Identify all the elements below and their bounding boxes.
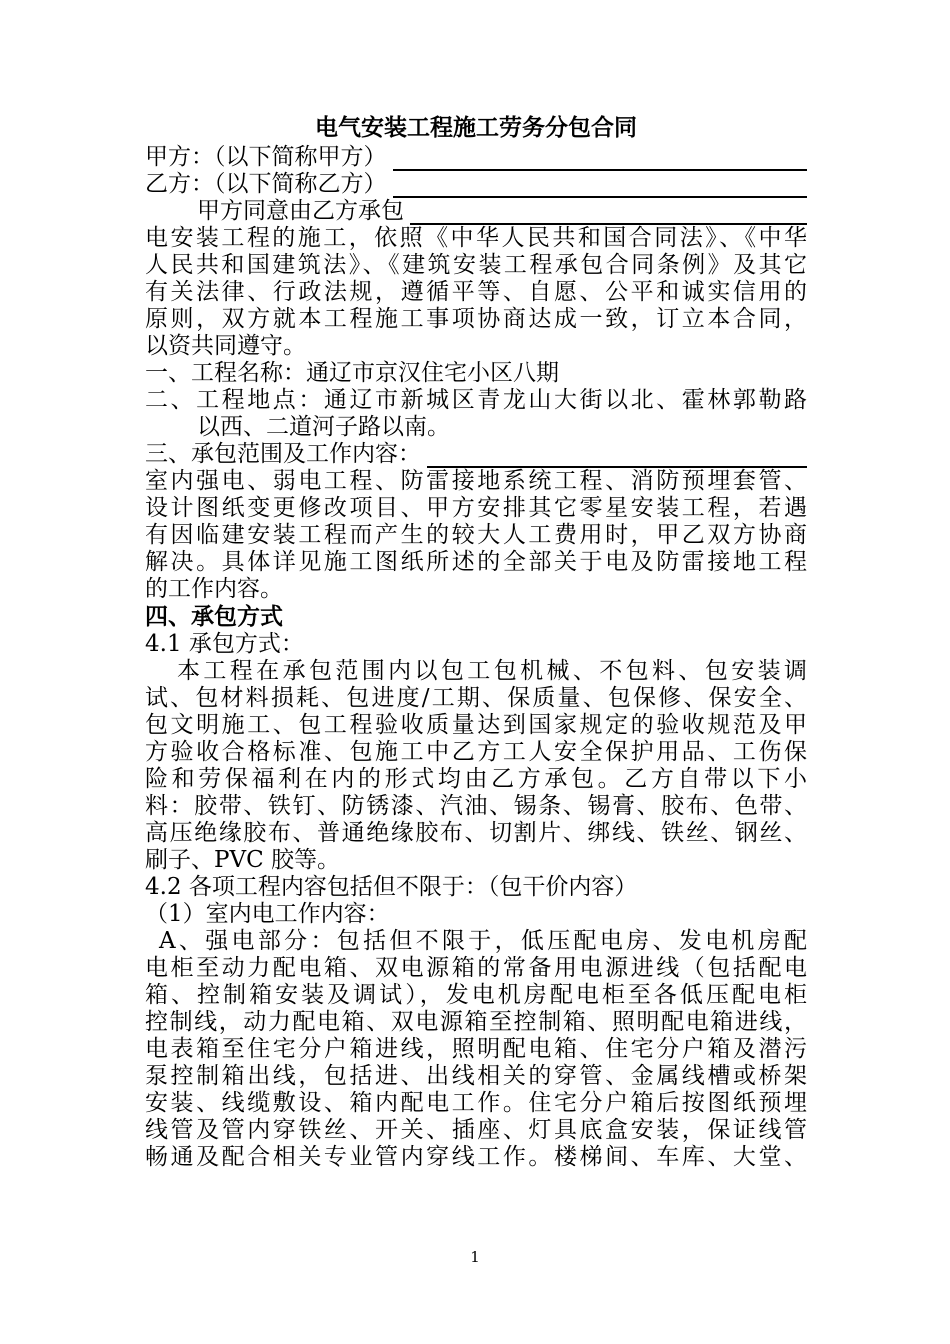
scope-row xyxy=(145,441,807,468)
scope-line: 的工作内容。 xyxy=(145,576,283,602)
intro-line: 电安装工程的施工，依照《中华人民共和国合同法》、《中华 xyxy=(145,225,807,251)
scope-line: 室内强电、弱电工程、防雷接地系统工程、消防预埋套管、 xyxy=(145,468,807,494)
strong-current-line: 安装、线缆敷设、箱内配电工作。住宅分户箱后按图纸预埋 xyxy=(145,1090,807,1116)
strong-current-line: 箱、控制箱安装及调试），发电机房配电柜至各低压配电柜 xyxy=(145,982,807,1008)
strong-current-line: 电表箱至住宅分户箱进线，照明配电箱、住宅分户箱及潜污 xyxy=(145,1036,807,1062)
document-title: 电气安装工程施工劳务分包合同 xyxy=(315,114,637,141)
intro-paragraph xyxy=(145,225,807,360)
subsection-4-2: 4.2 各项工程内容包括但不限于：（包干价内容） xyxy=(145,874,638,900)
agree-label: 甲方同意由乙方承包 xyxy=(197,198,404,224)
page-number: 1 xyxy=(470,1248,480,1266)
mode-line: 险和劳保福利在内的形式均由乙方承包。乙方自带以下小 xyxy=(145,766,807,792)
strong-current-line: 畅通及配合相关专业管内穿线工作。楼梯间、车库、大堂、 xyxy=(145,1144,807,1170)
strong-current-line: 控制线，动力配电箱、双电源箱至控制箱、照明配电箱进线， xyxy=(145,1009,807,1035)
location-line: 以西、二道河子路以南。 xyxy=(197,414,450,440)
item-project-location xyxy=(145,387,807,441)
mode-line: 料：胶带、铁钉、防锈漆、汽油、锡条、锡膏、胶布、色带、 xyxy=(145,793,807,819)
party-a-row xyxy=(145,144,807,171)
document-page xyxy=(145,112,807,1171)
section-4-heading: 四、承包方式 xyxy=(145,603,283,630)
intro-line: 以资共同遵守。 xyxy=(145,333,306,359)
mode-line: 方验收合格标准、包施工中乙方工人安全保护用品、工伤保 xyxy=(145,739,807,765)
contract-mode-paragraph xyxy=(145,658,807,874)
strong-current-line: 电柜至动力配电箱、双电源箱的常备用电源进线（包括配电 xyxy=(145,955,807,981)
scope-line: 有因临建安装工程而产生的较大人工费用时，甲乙双方协商 xyxy=(145,522,807,548)
subsection-4-2-1: （1）室内电工作内容： xyxy=(145,901,390,927)
intro-line: 有关法律、行政法规，遵循平等、自愿、公平和诚实信用的 xyxy=(145,279,807,305)
mode-line: 刷子、PVC 胶等。 xyxy=(145,847,340,873)
scope-line: 设计图纸变更修改项目、甲方安排其它零星安装工程，若遇 xyxy=(145,495,807,521)
mode-line: 试、包材料损耗、包进度/工期、保质量、包保修、保安全、 xyxy=(145,685,807,711)
agree-row xyxy=(145,198,807,225)
party-b-label: 乙方：（以下简称乙方） xyxy=(145,171,387,197)
mode-line: 本工程在承包范围内以包工包机械、不包料、包安装调 xyxy=(177,658,807,684)
subsection-4-1: 4.1 承包方式： xyxy=(145,631,304,657)
party-b-blank-line xyxy=(393,174,808,198)
intro-line: 原则，双方就本工程施工事项协商达成一致，订立本合同， xyxy=(145,306,807,332)
strong-current-line: A、强电部分：包括但不限于，低压配电房、发电机房配 xyxy=(159,928,807,954)
mode-line: 高压绝缘胶布、普通绝缘胶布、切割片、绑线、铁丝、钢丝、 xyxy=(145,820,807,846)
scope-blank-line xyxy=(427,444,807,468)
strong-current-line: 线管及管内穿铁丝、开关、插座、灯具底盒安装，保证线管 xyxy=(145,1117,807,1143)
scope-label: 三、承包范围及工作内容： xyxy=(145,441,421,467)
scope-paragraph xyxy=(145,468,807,603)
strong-current-line: 泵控制箱出线，包括进、出线相关的穿管、金属线槽或桥架 xyxy=(145,1063,807,1089)
location-line: 二、工程地点：通辽市新城区青龙山大街以北、霍林郭勒路 xyxy=(145,387,807,413)
strong-current-paragraph xyxy=(145,928,807,1171)
intro-line: 人民共和国建筑法》、《建筑安装工程承包合同条例》及其它 xyxy=(145,252,807,278)
party-b-row xyxy=(145,171,807,198)
party-a-blank-line xyxy=(393,147,808,171)
item-project-name: 一、工程名称：通辽市京汉住宅小区八期 xyxy=(145,360,559,386)
scope-line: 解决。具体详见施工图纸所述的全部关于电及防雷接地工程 xyxy=(145,549,807,575)
party-a-label: 甲方：（以下简称甲方） xyxy=(145,144,387,170)
mode-line: 包文明施工、包工程验收质量达到国家规定的验收规范及甲 xyxy=(145,712,807,738)
agree-blank-line xyxy=(410,201,807,225)
